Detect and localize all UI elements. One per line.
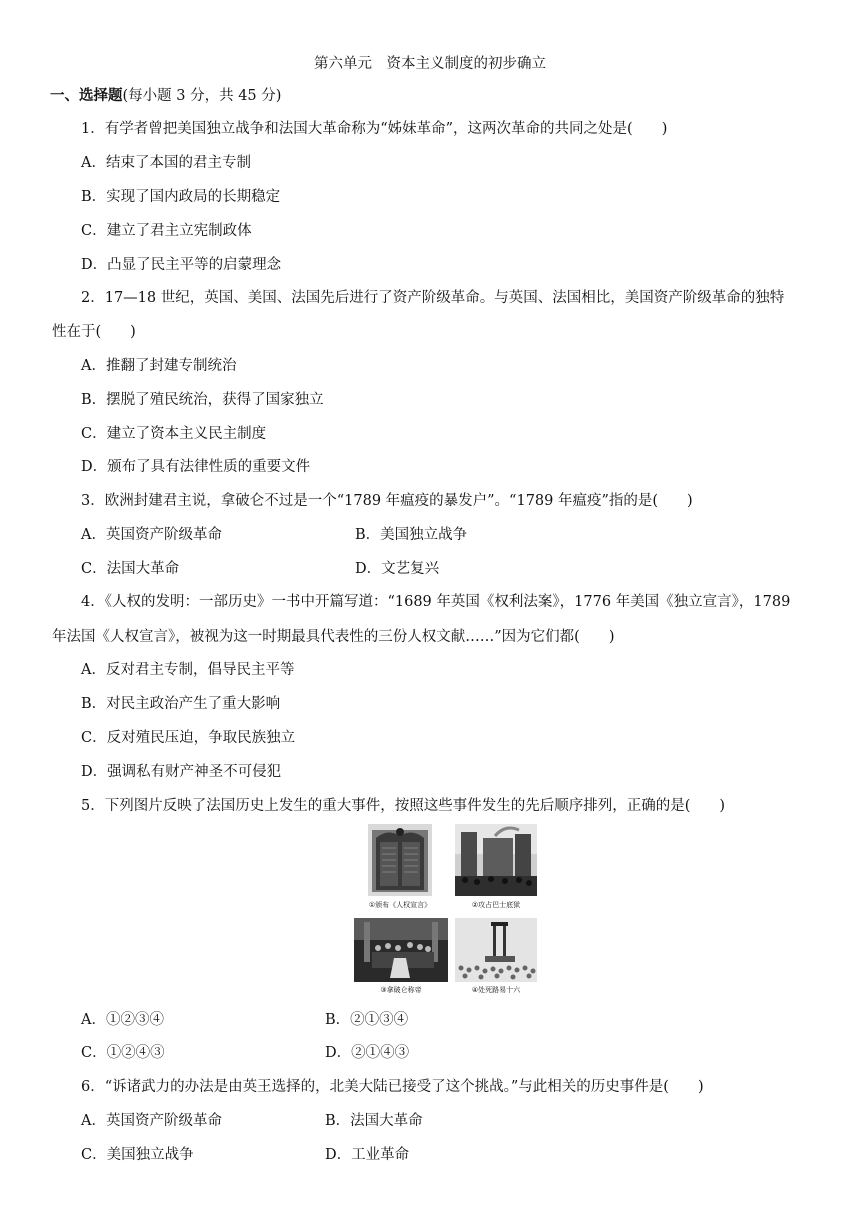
q4-stem-line2: 年法国《人权宣言》，被视为这一时期最具代表性的三份人权文献……”因为它们都( ) xyxy=(52,629,615,645)
q3-option-a: A．英国资产阶级革命 xyxy=(81,527,222,543)
q4-stem-line1: 4．《人权的发明：一部历史》一书中开篇写道：“1689 年英国《权利法案》，1776 年美国《独立宣言》，1789 xyxy=(81,594,791,610)
q3-stem: 3．欧洲封建君主说，拿破仑不过是一个“1789 年瘟疫的暴发户”。“1789 年瘟疫”指的是( ) xyxy=(81,493,693,509)
storming-bastille-image xyxy=(455,824,537,896)
q4-option-d: D．强调私有财产神圣不可侵犯 xyxy=(81,764,282,780)
q3-option-d: D．文艺复兴 xyxy=(355,561,440,577)
section-label: 一、选择题 xyxy=(50,88,123,104)
caption-3: ③拿破仑称帝 xyxy=(380,986,422,994)
caption-1: ①颁布《人权宣言》 xyxy=(368,901,432,909)
q4-option-b: B．对民主政治产生了重大影响 xyxy=(81,696,281,712)
caption-2: ②攻占巴士底狱 xyxy=(471,901,521,909)
q4-option-c: C．反对殖民压迫，争取民族独立 xyxy=(81,730,296,746)
q2-stem-line2: 性在于( ) xyxy=(52,324,136,340)
section-heading xyxy=(50,84,281,105)
q3-option-b: B．美国独立战争 xyxy=(355,527,468,543)
q6-option-b: B．法国大革命 xyxy=(325,1113,423,1129)
page-title: 第六单元 资本主义制度的初步确立 xyxy=(314,56,546,72)
q6-stem: 6．“诉诸武力的办法是由英王选择的，北美大陆已接受了这个挑战。”与此相关的历史事件是( ) xyxy=(81,1079,704,1095)
q2-stem-line1: 2．17—18 世纪，英国、美国、法国先后进行了资产阶级革命。与英国、法国相比，美国资产阶级革命的独特 xyxy=(81,290,785,306)
q2-option-b: B．摆脱了殖民统治，获得了国家独立 xyxy=(81,392,324,408)
q1-option-a: A．结束了本国的君主专制 xyxy=(81,155,251,171)
q6-option-c: C．美国独立战争 xyxy=(81,1147,194,1163)
q2-option-c: C．建立了资本主义民主制度 xyxy=(81,426,267,442)
q4-option-a: A．反对君主专制，倡导民主平等 xyxy=(81,662,295,678)
execution-louis-xvi-image xyxy=(455,918,537,982)
napoleon-coronation-image xyxy=(354,918,448,982)
q6-option-d: D．工业革命 xyxy=(325,1147,410,1163)
q1-stem: 1．有学者曾把美国独立战争和法国大革命称为“姊妹革命”，这两次革命的共同之处是( ) xyxy=(81,121,668,137)
q6-option-a: A．英国资产阶级革命 xyxy=(81,1113,222,1129)
q2-option-d: D．颁布了具有法律性质的重要文件 xyxy=(81,459,311,475)
caption-4: ④处死路易十六 xyxy=(471,986,521,994)
q2-option-a: A．推翻了封建专制统治 xyxy=(81,358,237,374)
q5-option-c: C．①②④③ xyxy=(81,1045,165,1061)
q3-option-c: C．法国大革命 xyxy=(81,561,180,577)
q5-stem: 5．下列图片反映了法国历史上发生的重大事件，按照这些事件发生的先后顺序排列，正确的是( ) xyxy=(81,798,726,814)
q1-option-d: D．凸显了民主平等的启蒙理念 xyxy=(81,257,282,273)
q5-option-a: A．①②③④ xyxy=(81,1012,164,1028)
q5-option-b: B．②①③④ xyxy=(325,1012,409,1028)
section-note: (每小题 3 分，共 45 分) xyxy=(122,88,282,104)
q5-option-d: D．②①④③ xyxy=(325,1045,410,1061)
q1-option-b: B．实现了国内政局的长期稳定 xyxy=(81,189,281,205)
q1-option-c: C．建立了君主立宪制政体 xyxy=(81,223,252,239)
declaration-of-rights-image xyxy=(368,824,432,896)
